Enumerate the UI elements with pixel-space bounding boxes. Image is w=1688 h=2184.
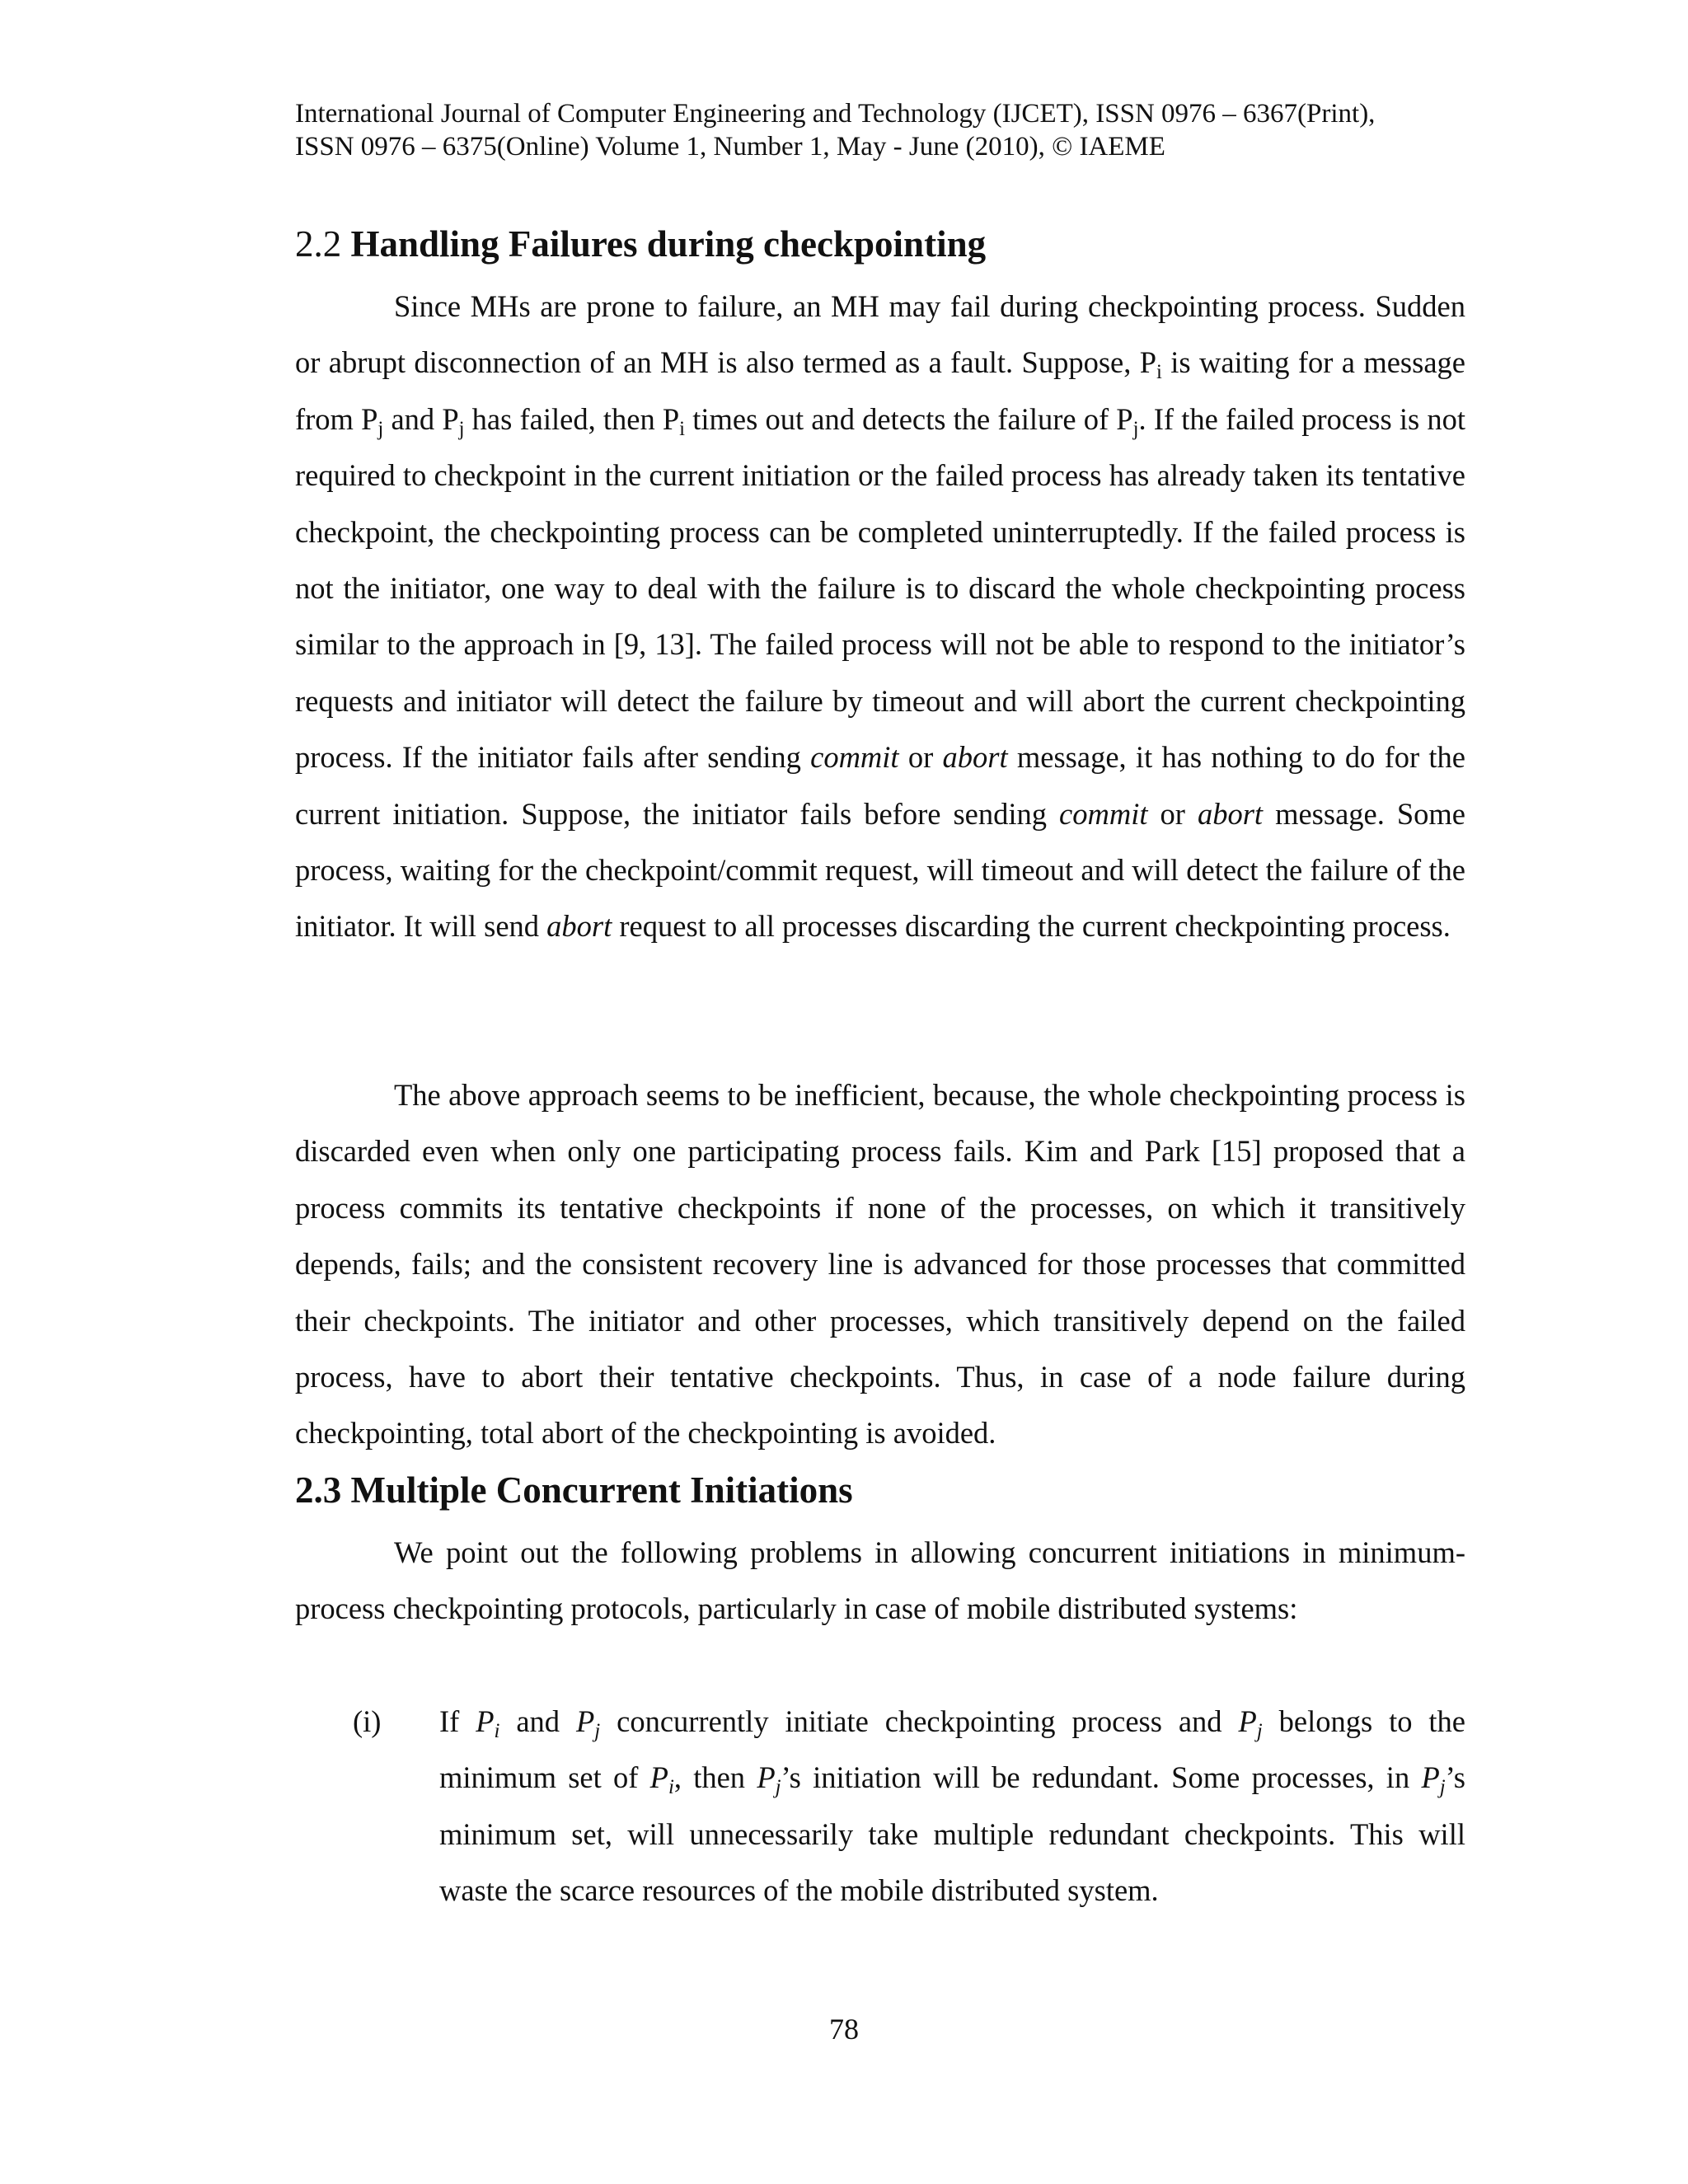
subscript: j [1132, 417, 1139, 440]
text-run: has failed, then P [464, 401, 680, 436]
paragraph-text [295, 279, 1465, 955]
process-symbol: P [1421, 1760, 1440, 1795]
text-run: times out and detects the failure of P [685, 401, 1133, 436]
subscript: j [775, 1776, 781, 1799]
text-run: concurrently initiate checkpointing process and [600, 1704, 1239, 1738]
section-2-3-paragraph-1 [295, 1525, 1465, 1638]
section-2-2-paragraph-2 [295, 1067, 1465, 1462]
italic-term: commit [1059, 796, 1148, 831]
text-run: message. Some process, waiting for the checkpoint/commit request, will timeout and will detect the failure of the initiator. It will send [295, 796, 1466, 944]
subscript: j [458, 417, 465, 440]
text-run: , then [673, 1760, 757, 1795]
italic-term: commit [810, 740, 899, 775]
text-run: is waiting for a message from P [295, 345, 1465, 436]
subscript: i [494, 1719, 500, 1742]
process-symbol: P [476, 1704, 495, 1738]
subscript: i [1156, 361, 1162, 384]
paragraph-text: We point out the following problems in allowing concurrent initiations in minimum-process checkpointing protocols, particularly in case of mobile distributed systems: [295, 1535, 1465, 1626]
process-symbol: P [576, 1704, 595, 1738]
list-marker: (i) [353, 1704, 382, 1738]
text-run: and [499, 1704, 576, 1738]
text-run: request to all processes discarding the current checkpointing process. [612, 909, 1451, 944]
subscript: i [679, 417, 686, 440]
page-number: 78 [829, 2013, 859, 2046]
italic-term: abort [546, 909, 612, 944]
list-item [295, 1694, 1465, 1919]
running-header [295, 97, 1482, 163]
text-run: or [1147, 796, 1198, 831]
text-run: or [898, 740, 943, 775]
header-line-2: ISSN 0976 – 6375(Online) Volume 1, Number 1, May - June (2010), © IAEME [295, 132, 1165, 162]
header-line-1: International Journal of Computer Engineering and Technology (IJCET), ISSN 0976 – 6367(Print), [295, 99, 1376, 129]
italic-term: abort [1197, 796, 1264, 831]
text-run: Since MHs are prone to failure, an MH may fail during checkpointing process. Sudden or abrupt disconnection of an MH is also termed as a fault. Suppose, P [295, 289, 1465, 380]
section-2-3-heading: 2.3 Multiple Concurrent Initiations [295, 1469, 853, 1511]
subscript: j [377, 417, 384, 440]
subscript: j [1256, 1719, 1263, 1742]
text-run: and P [383, 401, 459, 436]
text-run: If [439, 1704, 476, 1738]
subscript: i [668, 1776, 674, 1799]
text-run: message, it has nothing to do for the current initiation. Suppose, the initiator fails before sending [295, 740, 1465, 831]
text-run: ’s minimum set, will unnecessarily take multiple redundant checkpoints. This will waste the scarce resources of the mobile distributed system. [439, 1760, 1466, 1908]
section-2-2-paragraph-1 [295, 279, 1465, 955]
text-run: ’s initiation will be redundant. Some processes, in [781, 1760, 1422, 1795]
process-symbol: P [649, 1760, 668, 1795]
process-symbol: P [1238, 1704, 1257, 1738]
section-2-2-heading [295, 221, 986, 267]
section-2-2-number: 2.2 [295, 223, 342, 265]
paragraph-text: The above approach seems to be inefficient, because, the whole checkpointing process is discarded even when only one participating process fails. Kim and Park [15] proposed that a process commits its tentative checkpoints if none of the processes, on which it transitively depends, fails; and the consistent recovery line is advanced for those processes that committed their checkpoints. The initiator and other processes, which transitively depend on the failed process, have to abort their tentative checkpoints. Thus, in case of a node failure during checkpointing, total abort of the checkpointing is avoided. [295, 1078, 1465, 1451]
text-run: belongs to the minimum set of [439, 1704, 1466, 1795]
italic-term: abort [942, 740, 1008, 775]
subscript: j [594, 1719, 601, 1742]
process-symbol: P [757, 1760, 776, 1795]
subscript: j [1439, 1776, 1446, 1799]
list-item-text [439, 1694, 1465, 1919]
section-2-2-title: Handling Failures during checkpointing [350, 223, 987, 265]
text-run: . If the failed process is not required to checkpoint in the current initiation or the failed process has already taken its tentative checkpoint, the checkpointing process can be completed uninterruptedly. If the failed process is not the initiator, one way to deal with the failure is to discard the whole checkpointing process similar to the approach in [9, 13]. The failed process will not be able to respond to the initiator’s requests and initiator will detect the failure by timeout and will abort the current checkpointing process. If the initiator fails after sending [295, 401, 1465, 775]
